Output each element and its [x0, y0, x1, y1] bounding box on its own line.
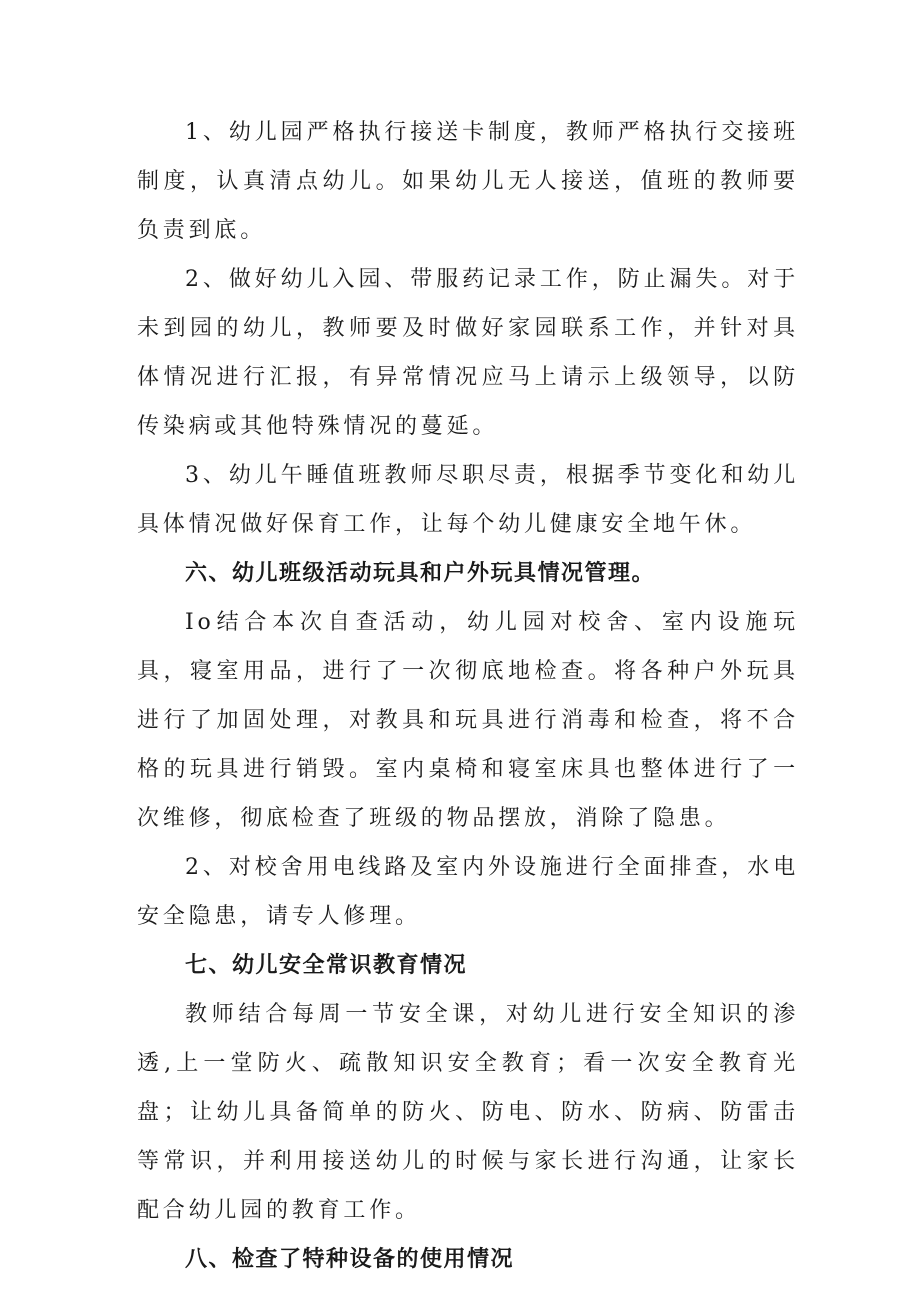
paragraph-safety-education: 教师结合每周一节安全课，对幼儿进行安全知识的渗透,上一堂防火、疏散知识安全教育；看一次安全教育光盘；让幼儿具备简单的防火、防电、防水、防病、防雷击等常识，并利用接送幼儿的时候与家长进行沟通，让家长配合幼儿园的教育工作。	[137, 1002, 799, 1223]
paragraph-electrical-check: 2、对校舍用电线路及室内外设施进行全面排查，水电安全隐患，请专人修理。	[137, 855, 799, 929]
paragraph-medication-records: 2、做好幼儿入园、带服药记录工作，防止漏失。对于未到园的幼儿，教师要及时做好家园联系工作，并针对具体情况进行汇报，有异常情况应马上请示上级领导，以防传染病或其他特殊情况的蔓延。	[137, 267, 799, 439]
paragraph-pickup-card-system: 1、幼儿园严格执行接送卡制度，教师严格执行交接班制度，认真清点幼儿。如果幼儿无人接送，值班的教师要负责到底。	[137, 120, 799, 243]
heading-section-seven: 七、幼儿安全常识教育情况	[185, 953, 468, 978]
paragraph-toy-inspection: Io结合本次自查活动，幼儿园对校舍、室内设施玩具，寝室用品，进行了一次彻底地检查。将各种户外玩具进行了加固处理，对教具和玩具进行消毒和检查，将不合格的玩具进行销毁。室内桌椅和寝室床具也整体进行了一次维修，彻底检查了班级的物品摆放，消除了隐患。	[137, 610, 799, 831]
heading-section-six: 六、幼儿班级活动玩具和户外玩具情况管理。	[185, 561, 656, 586]
heading-section-eight: 八、检查了特种设备的使用情况	[185, 1247, 515, 1272]
paragraph-nap-duty: 3、幼儿午睡值班教师尽职尽责，根据季节变化和幼儿具体情况做好保育工作，让每个幼儿健康安全地午休。	[137, 463, 799, 537]
document-body	[137, 108, 799, 1284]
